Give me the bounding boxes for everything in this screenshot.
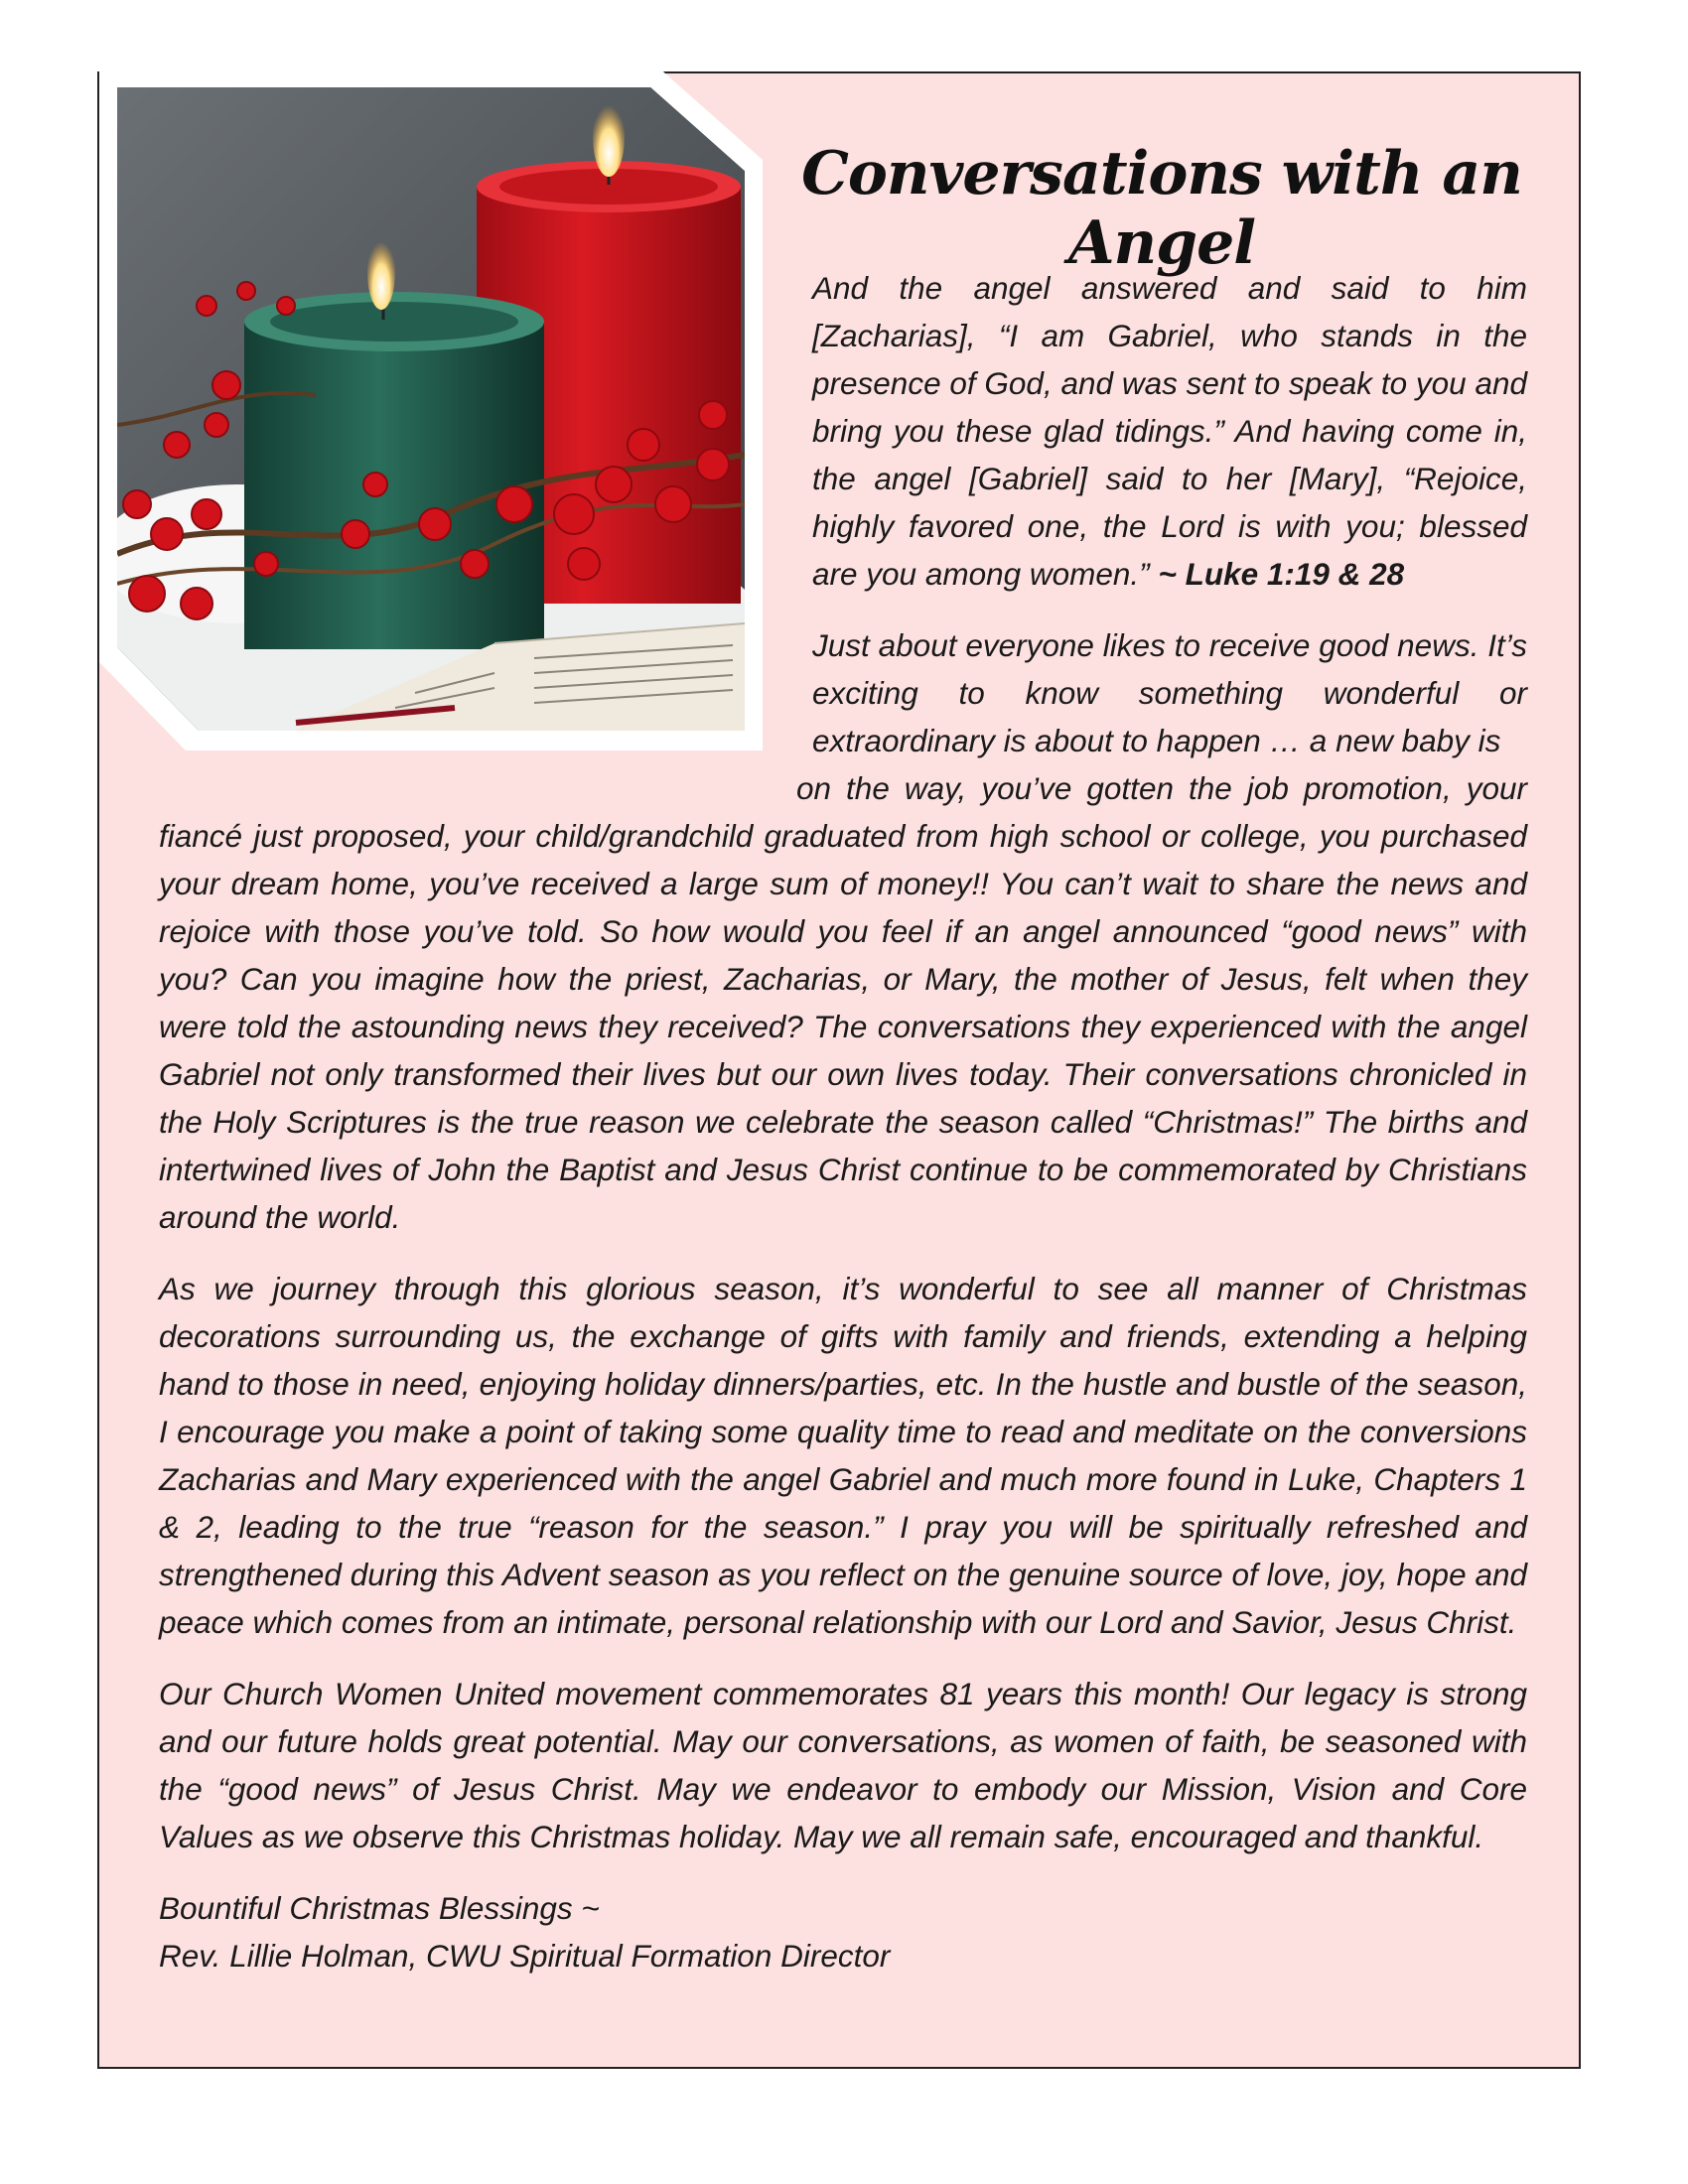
body-text-block — [159, 764, 1527, 2003]
paragraph-2: As we journey through this glorious season, it’s wonderful to see all manner of Christmas decorations surrounding us, the exchange of gifts with family and friends, extending a helping hand to those in need, enjoying holiday dinners/parties, etc. In the hustle and bustle of the season, I encourage you make a point of taking some quality time to read and meditate on the conversions Zacharias and Mary experienced with the angel Gabriel and much more found in Luke, Chapters 1 & 2, leading to the true “reason for the season.” I pray you will be spiritually refreshed and strengthened during this Advent season as you reflect on the genuine source of love, joy, hope and peace which comes from an intimate, personal relationship with our Lord and Savior, Jesus Christ. — [159, 1271, 1527, 1640]
scripture-quote: And the angel answered and said to him [Zacharias], “I am Gabriel, who stands in the presence of God, and was sent to speak to you and bring you these glad tidings.” And having come in, the angel [Gabriel] said to her [Mary], “Rejoice, highly favored one, the Lord is with you; blessed are you among women.” — [812, 270, 1527, 592]
scripture-reference: ~ Luke 1:19 & 28 — [1158, 556, 1405, 592]
signature-block — [159, 1884, 1527, 1979]
paragraph-1-continuation: on the way, you’ve gotten the job promotion, your fiancé just proposed, your child/grandchild graduated from high school or college, you purchased your dream home, you’ve received a large sum of money!! You can’t wait to share the news and rejoice with those you’ve told. So how would you feel if an angel announced “good news” with you? Can you imagine how the priest, Zacharias, or Mary, the mother of Jesus, felt when they were told the astounding news they received? The conversations they experienced with the angel Gabriel not only transformed their lives but our own lives today. Their conversations chronicled in the Holy Scriptures is the true reason we celebrate the season called “Christmas!” The births and intertwined lives of John the Baptist and Jesus Christ continue to be commemorated by Christians around the world. — [159, 770, 1527, 1235]
green-candle-flame — [367, 234, 395, 310]
paragraph-1-start: Just about everyone likes to receive good news. It’s exciting to know something wonderful or extraordinary is about to happen … a new baby is — [812, 627, 1527, 758]
red-candle-flame — [593, 97, 625, 177]
closing-line: Bountiful Christmas Blessings ~ — [159, 1890, 600, 1926]
intro-column — [812, 264, 1527, 788]
paragraph-3: Our Church Women United movement commemorates 81 years this month! Our legacy is strong and our future holds great potential. May our conversations, as women of faith, be seasoned with the “good news” of Jesus Christ. May we endeavor to embody our Mission, Vision and Core Values as we observe this Christmas holiday. May we all remain safe, encouraged and thankful. — [159, 1676, 1527, 1854]
signature-line: Rev. Lillie Holman, CWU Spiritual Formation Director — [159, 1938, 891, 1974]
scripture-quote-paragraph — [812, 264, 1527, 598]
page-title: Conversations with an Angel — [801, 139, 1522, 278]
candles-illustration — [117, 87, 745, 731]
candles-photo — [117, 87, 745, 731]
